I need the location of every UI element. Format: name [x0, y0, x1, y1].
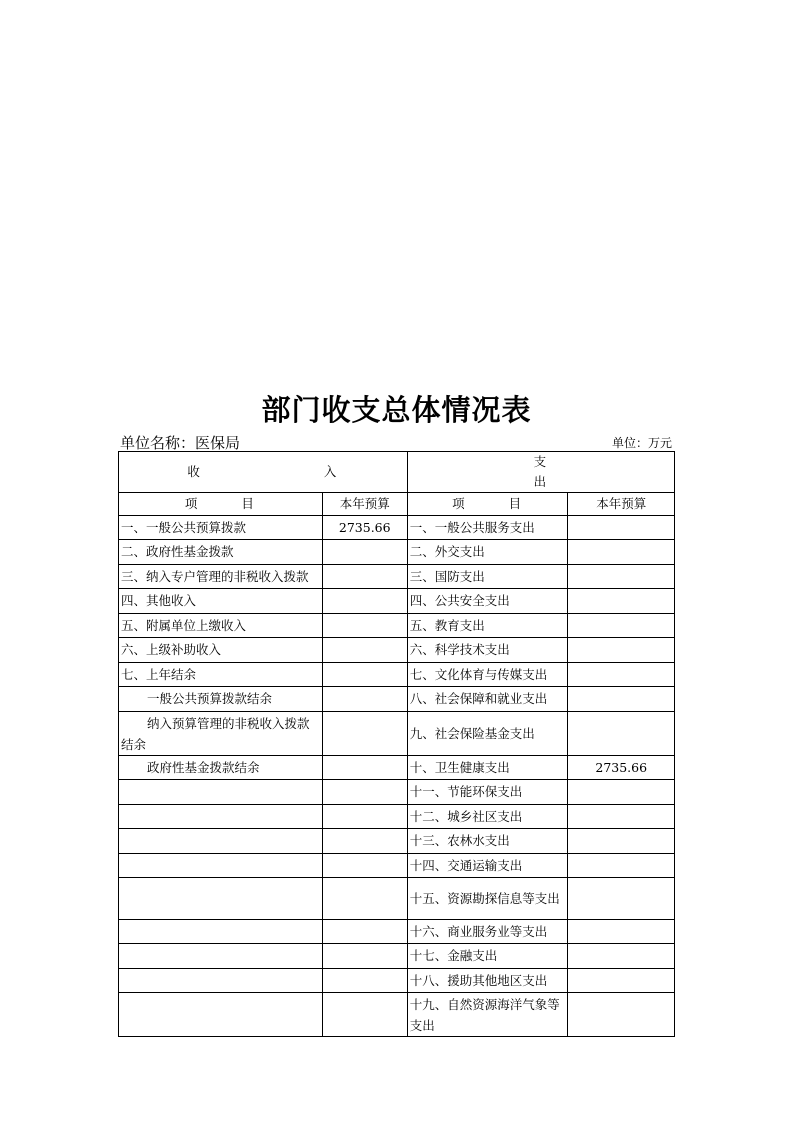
table-row — [119, 944, 675, 969]
expense-item: 十、卫生健康支出 — [407, 756, 568, 780]
table-row — [119, 780, 675, 805]
table-row — [119, 878, 675, 920]
table-row — [119, 589, 675, 614]
table-row — [119, 756, 675, 780]
income-value — [322, 993, 407, 1037]
income-value — [322, 944, 407, 969]
unit-label: 单位：万元 — [612, 436, 673, 450]
expense-value — [568, 780, 675, 805]
expense-value — [568, 516, 675, 540]
table-row — [119, 516, 675, 540]
expense-value — [568, 993, 675, 1037]
income-item — [119, 829, 323, 854]
unit-name: 单位名称：医保局 — [120, 434, 241, 452]
income-value — [322, 829, 407, 854]
income-value — [322, 540, 407, 565]
expense-value — [568, 565, 675, 589]
income-item: 七、上年结余 — [119, 663, 323, 687]
table-row — [119, 969, 675, 993]
expense-value: 2735.66 — [568, 756, 675, 780]
expense-value — [568, 712, 675, 756]
income-item: 三、纳入专户管理的非税收入拨款 — [119, 565, 323, 589]
expense-value — [568, 805, 675, 829]
table-row — [119, 565, 675, 589]
table-row — [119, 614, 675, 638]
table-row — [119, 712, 675, 756]
expense-item: 十六、商业服务业等支出 — [407, 920, 568, 944]
income-value — [322, 638, 407, 663]
income-item — [119, 993, 323, 1037]
expense-item: 十九、自然资源海洋气象等支出 — [407, 993, 568, 1037]
table-row — [119, 638, 675, 663]
expense-item: 五、教育支出 — [407, 614, 568, 638]
income-item: 一般公共预算拨款结余 — [119, 687, 323, 712]
income-item — [119, 944, 323, 969]
income-value — [322, 589, 407, 614]
expense-item: 六、科学技术支出 — [407, 638, 568, 663]
income-item: 六、上级补助收入 — [119, 638, 323, 663]
expense-item: 十五、资源勘探信息等支出 — [407, 878, 568, 920]
income-item: 政府性基金拨款结余 — [119, 756, 323, 780]
expense-item: 十八、援助其他地区支出 — [407, 969, 568, 993]
income-value — [322, 920, 407, 944]
table-row — [119, 920, 675, 944]
income-header: 收 入 — [119, 452, 408, 493]
income-value — [322, 805, 407, 829]
expense-value — [568, 687, 675, 712]
income-value — [322, 756, 407, 780]
expense-value — [568, 589, 675, 614]
income-item — [119, 920, 323, 944]
expense-value — [568, 540, 675, 565]
table-header-row — [119, 452, 675, 493]
table-row — [119, 805, 675, 829]
expense-value — [568, 920, 675, 944]
income-item: 一、一般公共预算拨款 — [119, 516, 323, 540]
expense-budget-header: 本年预算 — [568, 493, 675, 516]
expense-value — [568, 944, 675, 969]
expense-item: 七、文化体育与传媒支出 — [407, 663, 568, 687]
income-value — [322, 780, 407, 805]
income-budget-header: 本年预算 — [322, 493, 407, 516]
income-value: 2735.66 — [322, 516, 407, 540]
page-title: 部门收支总体情况表 — [261, 393, 532, 427]
expense-item: 九、社会保险基金支出 — [407, 712, 568, 756]
expense-item: 十一、节能环保支出 — [407, 780, 568, 805]
income-item-header: 项 目 — [119, 493, 323, 516]
expense-value — [568, 663, 675, 687]
expense-value — [568, 878, 675, 920]
income-value — [322, 878, 407, 920]
table-row — [119, 663, 675, 687]
income-item: 五、附属单位上缴收入 — [119, 614, 323, 638]
income-value — [322, 687, 407, 712]
income-value — [322, 969, 407, 993]
expense-item: 十二、城乡社区支出 — [407, 805, 568, 829]
expense-item: 十三、农林水支出 — [407, 829, 568, 854]
expense-item: 八、社会保障和就业支出 — [407, 687, 568, 712]
income-item: 四、其他收入 — [119, 589, 323, 614]
expense-value — [568, 854, 675, 878]
income-value — [322, 614, 407, 638]
expense-value — [568, 638, 675, 663]
expense-item: 一、一般公共服务支出 — [407, 516, 568, 540]
expense-value — [568, 829, 675, 854]
income-item — [119, 854, 323, 878]
expense-item-header: 项 目 — [407, 493, 568, 516]
expense-value — [568, 969, 675, 993]
income-item-text: 纳入预算管理的非税收入拨款结余 — [121, 715, 310, 752]
income-value — [322, 565, 407, 589]
expense-header: 支 出 — [407, 452, 674, 493]
income-item — [119, 805, 323, 829]
table-row — [119, 854, 675, 878]
income-value — [322, 712, 407, 756]
expense-value — [568, 614, 675, 638]
expense-item: 十七、金融支出 — [407, 944, 568, 969]
income-value — [322, 663, 407, 687]
table-row — [119, 993, 675, 1037]
table-row — [119, 687, 675, 712]
income-item — [119, 780, 323, 805]
income-item — [119, 878, 323, 920]
income-item: 二、政府性基金拨款 — [119, 540, 323, 565]
table-row — [119, 540, 675, 565]
table-subheader-row — [119, 493, 675, 516]
expense-item: 二、外交支出 — [407, 540, 568, 565]
table-row — [119, 829, 675, 854]
expense-item: 三、国防支出 — [407, 565, 568, 589]
expense-item: 十四、交通运输支出 — [407, 854, 568, 878]
income-item — [119, 712, 323, 756]
income-item — [119, 969, 323, 993]
expense-item: 四、公共安全支出 — [407, 589, 568, 614]
income-value — [322, 854, 407, 878]
budget-table — [118, 451, 675, 1037]
